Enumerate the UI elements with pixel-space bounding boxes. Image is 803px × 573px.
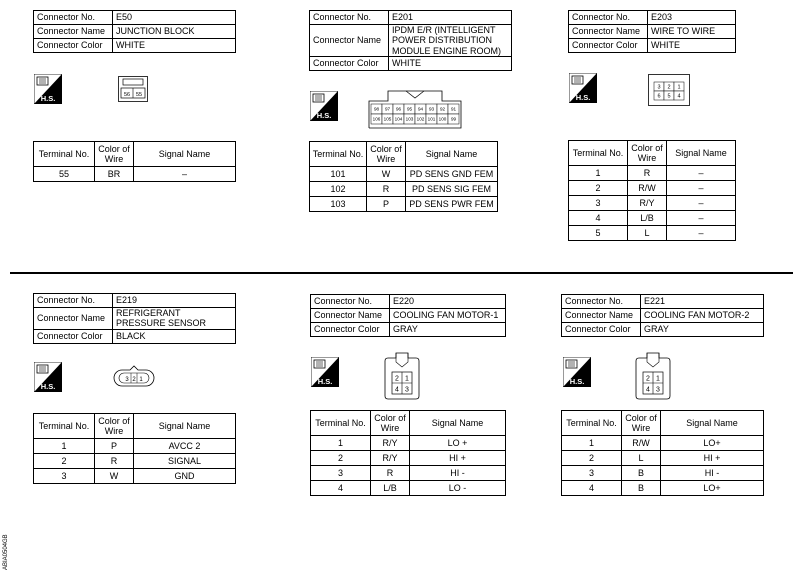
hs-icon — [34, 74, 62, 104]
pin-label: 2 — [395, 375, 399, 383]
pin-label: 56 — [123, 92, 131, 98]
signal-header: Signal Name — [667, 141, 736, 166]
connector-face-e220 — [384, 352, 420, 400]
wire-color-header: Color of Wire — [371, 411, 410, 436]
connector-name-value: COOLING FAN MOTOR-1 — [390, 309, 506, 323]
pin-label: 4 — [677, 93, 681, 100]
connector-no-label: Connector No. — [311, 295, 390, 309]
connector-name-value: IPDM E/R (INTELLIGENT POWER DISTRIBUTION MODULE ENGINE ROOM) — [389, 25, 512, 57]
pin-label: 97 — [384, 106, 391, 112]
connector-no-value: E219 — [113, 294, 236, 308]
connector-color-value: BLACK — [113, 329, 236, 343]
connector-info-e221 — [561, 294, 764, 337]
pin-label: 102 — [416, 116, 425, 122]
table-row: 1 R/W LO+ — [562, 436, 764, 451]
connector-info-e50 — [33, 10, 236, 53]
connector-no-value: E201 — [389, 11, 512, 25]
connector-name-label: Connector Name — [311, 309, 390, 323]
hs-icon — [34, 362, 62, 392]
pin-label: 2 — [667, 84, 671, 91]
connector-color-value: WHITE — [389, 57, 512, 71]
section-divider — [10, 272, 793, 274]
terminal-header: Terminal No. — [34, 414, 95, 439]
wire-color-header: Color of Wire — [95, 414, 134, 439]
pin-label: 1 — [405, 375, 409, 383]
wire-color-header: Color of Wire — [367, 142, 406, 167]
terminal-header: Terminal No. — [310, 142, 367, 167]
connector-name-value: COOLING FAN MOTOR-2 — [641, 309, 764, 323]
wire-color-header: Color of Wire — [628, 141, 667, 166]
connector-color-label: Connector Color — [310, 57, 389, 71]
signal-table-e50 — [33, 141, 236, 182]
pin-label: 4 — [646, 386, 650, 394]
table-row: 1 R – — [569, 166, 736, 181]
table-row: 2 L HI + — [562, 451, 764, 466]
connector-name-label: Connector Name — [310, 25, 389, 57]
hs-label: H.S. — [40, 382, 56, 391]
pin-label: 91 — [450, 106, 457, 112]
terminal-header: Terminal No. — [34, 142, 95, 167]
table-row: 4 B LO+ — [562, 481, 764, 496]
hs-label: H.S. — [316, 111, 332, 120]
pin-label: 106 — [372, 116, 381, 122]
signal-header: Signal Name — [410, 411, 506, 436]
hs-label: H.S. — [40, 94, 56, 103]
connector-color-label: Connector Color — [311, 323, 390, 337]
connector-no-label: Connector No. — [34, 11, 113, 25]
pin-label: 2 — [132, 377, 136, 383]
table-row: 3 R/Y – — [569, 196, 736, 211]
pin-label: 55 — [135, 92, 143, 98]
connector-face-e50 — [118, 76, 148, 102]
connector-name-value: REFRIGERANT PRESSURE SENSOR — [113, 308, 236, 330]
signal-table-e203 — [568, 140, 736, 241]
pin-label: 103 — [405, 116, 414, 122]
connector-face-e201 — [368, 89, 462, 129]
connector-info-e219 — [33, 293, 236, 344]
connector-no-value: E203 — [648, 11, 736, 25]
pin-label: 100 — [438, 116, 447, 122]
table-row: 102 R PD SENS SIG FEM — [310, 182, 498, 197]
signal-table-e219 — [33, 413, 236, 484]
connector-face-e221 — [635, 352, 671, 400]
table-row: 5 L – — [569, 226, 736, 241]
pin-label: 1 — [656, 375, 660, 383]
pin-label: 94 — [417, 106, 424, 112]
connector-no-label: Connector No. — [562, 295, 641, 309]
connector-no-value: E50 — [113, 11, 236, 25]
connector-name-value: JUNCTION BLOCK — [113, 25, 236, 39]
hs-icon — [569, 73, 597, 103]
table-row: 55 BR – — [34, 167, 236, 182]
connector-color-label: Connector Color — [569, 39, 648, 53]
table-row: 1 R/Y LO + — [311, 436, 506, 451]
pin-label: 95 — [406, 106, 413, 112]
connector-color-value: GRAY — [390, 323, 506, 337]
connector-info-e203 — [568, 10, 736, 53]
connector-no-label: Connector No. — [569, 11, 648, 25]
table-row: 3 W GND — [34, 469, 236, 484]
connector-face-e203 — [648, 74, 690, 106]
hs-label: H.S. — [569, 377, 585, 386]
signal-table-e201 — [309, 141, 498, 212]
table-row: 2 R SIGNAL — [34, 454, 236, 469]
hs-icon — [310, 91, 338, 121]
table-row: 2 R/W – — [569, 181, 736, 196]
table-row: 1 P AVCC 2 — [34, 439, 236, 454]
pin-label: 96 — [395, 106, 402, 112]
signal-header: Signal Name — [406, 142, 498, 167]
pin-label: 98 — [373, 106, 380, 112]
connector-color-value: WHITE — [648, 39, 736, 53]
connector-face-e219 — [112, 365, 156, 387]
signal-table-e221 — [561, 410, 764, 496]
connector-no-value: E221 — [641, 295, 764, 309]
connector-name-label: Connector Name — [34, 25, 113, 39]
pin-label: 3 — [656, 386, 660, 394]
pin-label: 1 — [139, 377, 143, 383]
hs-label: H.S. — [575, 93, 591, 102]
connector-name-label: Connector Name — [562, 309, 641, 323]
hs-icon — [563, 357, 591, 387]
table-row: 3 B HI - — [562, 466, 764, 481]
connector-name-label: Connector Name — [569, 25, 648, 39]
pin-label: 6 — [657, 93, 661, 100]
table-row: 4 L/B LO - — [311, 481, 506, 496]
pin-label: 4 — [395, 386, 399, 394]
table-row: 4 L/B – — [569, 211, 736, 226]
pin-label: 93 — [428, 106, 435, 112]
connector-color-label: Connector Color — [34, 329, 113, 343]
pin-label: 3 — [125, 377, 129, 383]
pin-label: 1 — [677, 84, 681, 91]
signal-table-e220 — [310, 410, 506, 496]
pin-label: 101 — [427, 116, 436, 122]
signal-header: Signal Name — [661, 411, 764, 436]
wire-color-header: Color of Wire — [95, 142, 134, 167]
table-row: 101 W PD SENS GND FEM — [310, 167, 498, 182]
wire-color-header: Color of Wire — [622, 411, 661, 436]
pin-label: 5 — [667, 93, 671, 100]
terminal-header: Terminal No. — [569, 141, 628, 166]
figure-code — [0, 520, 10, 570]
pin-label: 104 — [394, 116, 403, 122]
pin-label: 3 — [405, 386, 409, 394]
connector-info-e201 — [309, 10, 512, 71]
connector-name-value: WIRE TO WIRE — [648, 25, 736, 39]
pin-label: 99 — [450, 116, 457, 122]
terminal-header: Terminal No. — [562, 411, 622, 436]
connector-color-value: WHITE — [113, 39, 236, 53]
figure-code-text: ABIA0504GB — [3, 534, 9, 570]
signal-header: Signal Name — [134, 142, 236, 167]
pin-label: 2 — [646, 375, 650, 383]
terminal-header: Terminal No. — [311, 411, 371, 436]
connector-color-label: Connector Color — [34, 39, 113, 53]
connector-name-label: Connector Name — [34, 308, 113, 330]
pin-label: 3 — [657, 84, 661, 91]
connector-color-label: Connector Color — [562, 323, 641, 337]
hs-icon — [311, 357, 339, 387]
table-row: 103 P PD SENS PWR FEM — [310, 197, 498, 212]
table-row: 3 R HI - — [311, 466, 506, 481]
connector-no-label: Connector No. — [34, 294, 113, 308]
connector-no-value: E220 — [390, 295, 506, 309]
hs-label: H.S. — [317, 377, 333, 386]
pin-label: 105 — [383, 116, 392, 122]
connector-no-label: Connector No. — [310, 11, 389, 25]
table-row: 2 R/Y HI + — [311, 451, 506, 466]
pin-label: 92 — [439, 106, 446, 112]
connector-info-e220 — [310, 294, 506, 337]
signal-header: Signal Name — [134, 414, 236, 439]
connector-color-value: GRAY — [641, 323, 764, 337]
